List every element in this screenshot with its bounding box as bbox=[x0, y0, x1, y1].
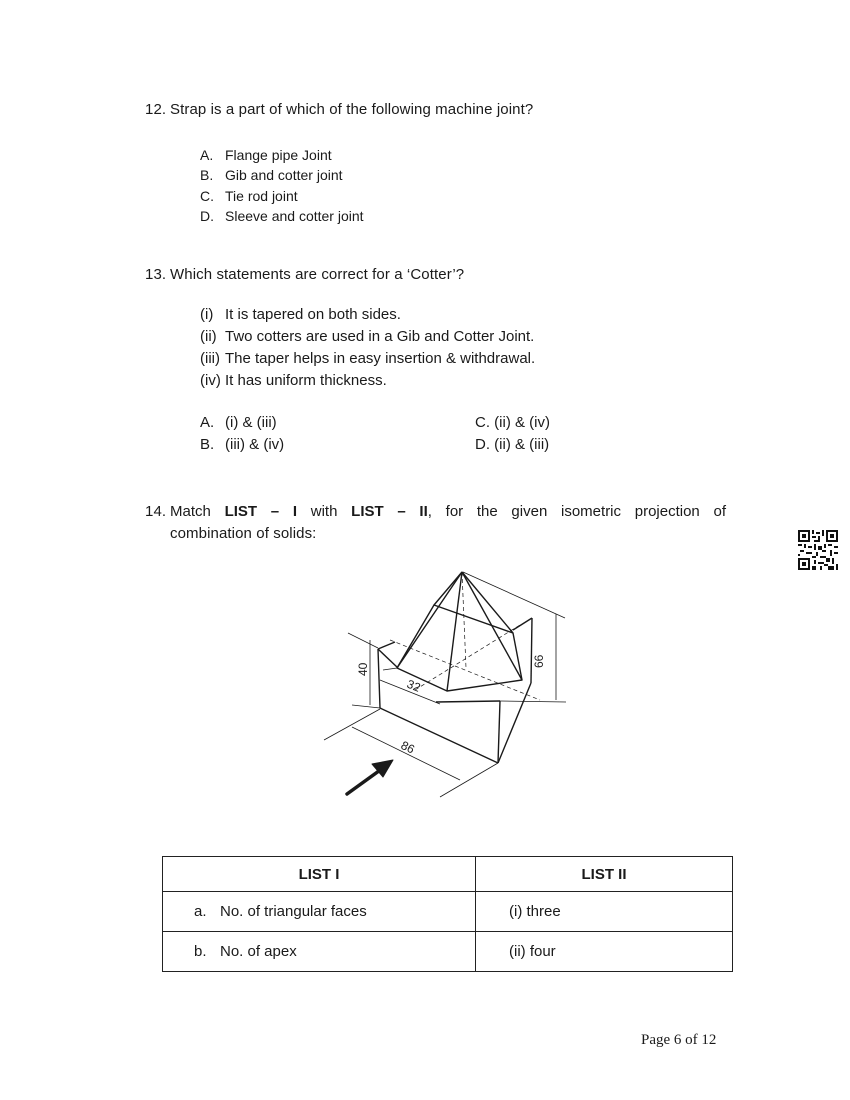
row-text: No. of triangular faces bbox=[220, 903, 367, 920]
list2-cell bbox=[476, 892, 733, 932]
q13-option-c[interactable] bbox=[475, 414, 550, 431]
q13-option-b[interactable] bbox=[200, 436, 284, 453]
q14-word-with: with bbox=[310, 503, 338, 520]
option-text: Sleeve and cotter joint bbox=[225, 207, 364, 224]
dim-40-label: 40 bbox=[356, 662, 370, 676]
list1-cell bbox=[163, 892, 476, 932]
dim-66-label: 66 bbox=[532, 654, 546, 668]
view-direction-arrow-icon bbox=[347, 760, 393, 794]
option-text: (iii) & (iv) bbox=[225, 436, 285, 453]
q14-stem-line2: combination of solids: bbox=[170, 525, 317, 542]
q14-stem-line1 bbox=[170, 503, 726, 520]
option-letter: D. bbox=[200, 207, 214, 224]
list1-cell bbox=[163, 932, 476, 972]
option-letter: C. bbox=[475, 414, 490, 431]
q13-statement bbox=[200, 326, 535, 348]
q12-option-d[interactable] bbox=[200, 206, 364, 226]
option-text: Gib and cotter joint bbox=[225, 167, 343, 184]
q13-stem: Which statements are correct for a ‘Cotter’? bbox=[170, 266, 465, 283]
q13-statement bbox=[200, 370, 535, 392]
q13-option-d[interactable] bbox=[475, 436, 549, 453]
isometric-projection-figure bbox=[310, 560, 580, 810]
statement-number: (i) bbox=[200, 306, 214, 323]
table-header-row bbox=[163, 857, 733, 892]
q12-text bbox=[145, 101, 533, 118]
option-letter: C. bbox=[200, 187, 214, 204]
header-list1: LIST I bbox=[163, 857, 476, 892]
q14-number: 14. bbox=[145, 503, 167, 520]
q12-option-b[interactable] bbox=[200, 165, 364, 185]
statement-number: (iii) bbox=[200, 350, 220, 367]
row-number: (ii) bbox=[509, 943, 526, 960]
table-row bbox=[163, 892, 733, 932]
row-text: three bbox=[526, 903, 561, 920]
q14-word-match: Match bbox=[170, 503, 211, 520]
row-text: No. of apex bbox=[220, 943, 297, 960]
table-row bbox=[163, 932, 733, 972]
statement-number: (ii) bbox=[200, 328, 217, 345]
option-text: (i) & (iii) bbox=[225, 414, 277, 431]
option-letter: B. bbox=[200, 436, 215, 453]
option-text: Tie rod joint bbox=[225, 187, 298, 204]
match-table bbox=[162, 856, 733, 972]
q14-list1: LIST – I bbox=[224, 503, 298, 520]
option-letter: A. bbox=[200, 147, 214, 163]
statement-text: The taper helps in easy insertion & withdrawal. bbox=[225, 350, 536, 367]
row-letter: a. bbox=[194, 903, 207, 920]
q13-statements bbox=[200, 304, 535, 392]
list2-cell bbox=[476, 932, 733, 972]
q14-list2: LIST – II bbox=[351, 503, 428, 520]
q13-text bbox=[145, 266, 464, 283]
q13-number: 13. bbox=[145, 266, 167, 283]
q12-options bbox=[200, 145, 364, 226]
option-text: Flange pipe Joint bbox=[225, 147, 332, 163]
row-text: four bbox=[529, 943, 556, 960]
page-number: Page 6 of 12 bbox=[641, 1032, 717, 1048]
q13-option-a[interactable] bbox=[200, 414, 277, 431]
dim-86-label: 86 bbox=[398, 738, 417, 757]
statement-text: Two cotters are used in a Gib and Cotter Joint. bbox=[225, 328, 535, 345]
option-letter: B. bbox=[200, 167, 214, 184]
q12-option-c[interactable] bbox=[200, 186, 364, 206]
statement-number: (iv) bbox=[200, 372, 221, 389]
dim-32-label: 32 bbox=[404, 676, 423, 695]
option-text: (ii) & (iii) bbox=[494, 436, 550, 453]
row-letter: b. bbox=[194, 943, 207, 960]
q12-option-a[interactable] bbox=[200, 145, 364, 165]
q12-number: 12. bbox=[145, 101, 167, 118]
option-text: (ii) & (iv) bbox=[494, 414, 550, 431]
q14-tail: , for the given isometric projection of bbox=[427, 503, 726, 520]
header-list2: LIST II bbox=[476, 857, 733, 892]
row-number: (i) bbox=[509, 903, 523, 920]
statement-text: It is tapered on both sides. bbox=[225, 306, 401, 323]
q12-stem: Strap is a part of which of the following machine joint? bbox=[170, 101, 534, 118]
option-letter: A. bbox=[200, 414, 215, 431]
option-letter: D. bbox=[475, 436, 490, 453]
q13-statement bbox=[200, 348, 535, 370]
qr-code-icon bbox=[798, 530, 838, 570]
q13-statement bbox=[200, 304, 535, 326]
statement-text: It has uniform thickness. bbox=[225, 372, 387, 389]
